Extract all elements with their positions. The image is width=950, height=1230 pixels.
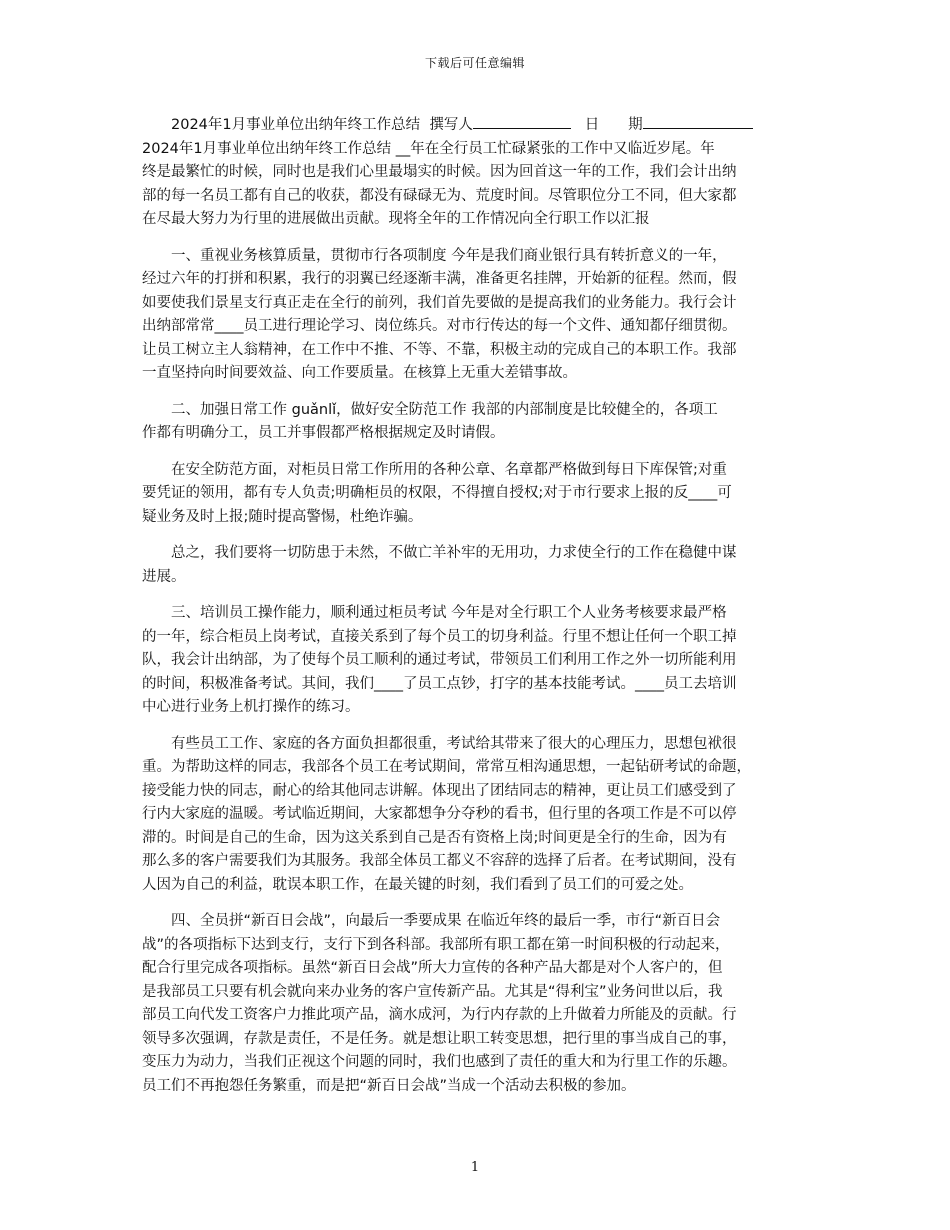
- paragraph-line: 在安全防范方面，对柜员日常工作所用的各种公章、名章都严格做到每日下库保管;对重: [171, 461, 727, 478]
- paragraph-line: 中心进行业务上机打操作的练习。: [142, 699, 360, 715]
- paragraph-line: 进展。: [142, 568, 186, 585]
- paragraph-line: 战”的各项指标下达到支行，支行下到各科部。我部所有职工都在第一时间积极的行动起来，: [142, 936, 730, 953]
- paragraph-line: 三、培训员工操作能力，顺利通过柜员考试 今年是对全行职工个人业务考核要求最严格: [171, 605, 727, 621]
- paragraph-line: 的时间，积极准备考试。其间，我们____了员工点钞，打字的基本技能考试。____员工去培训: [142, 675, 737, 692]
- date-label: 日 期: [584, 117, 643, 133]
- body-paragraph: [142, 459, 822, 530]
- body-paragraph: [142, 602, 822, 720]
- paragraph-line: 一、重视业务核算质量，贯彻市行各项制度 今年是我们商业银行具有转折意义的一年，: [171, 247, 727, 264]
- paragraph-line: 队，我会计出纳部，为了使每个员工顺利的通过考试，带领员工们利用工作之外一切所能利用: [142, 652, 737, 668]
- date-blank: [643, 112, 753, 129]
- paragraph-line: 行内大家庭的温暖。考试临近期间，大家都想争分夺秒的看书，但行里的各项工作是不可以停: [142, 806, 737, 822]
- paragraph-line: 变压力为动力，当我们正视这个问题的同时，我们也感到了责任的重大和为行里工作的乐趣。: [142, 1054, 737, 1070]
- document-body: [142, 112, 822, 1111]
- paragraph-line: 的一年，综合柜员上岗考试，直接关系到了每个员工的切身利益。行里不想让任何一个职工掉: [142, 628, 737, 645]
- paragraph-line: 经过六年的打拼和积累，我行的羽翼已经逐渐丰满，准备更名挂牌，开始新的征程。然而，假: [142, 271, 737, 287]
- title-line: [142, 112, 822, 138]
- paragraph-line: 领导多次强调，存款是责任，不是任务。就是想让职工转变思想，把行里的事当成自己的事，: [142, 1030, 737, 1047]
- author-blank: [473, 112, 571, 129]
- paragraph-line: 配合行里完成各项指标。虽然“新百日会战”所大力宣传的各种产品大都是对个人客户的，但: [142, 960, 723, 976]
- paragraph-line: 四、全员拼“新百日会战”，向最后一季要成果 在临近年终的最后一季，市行“新百日会: [171, 913, 721, 929]
- paragraph-line: 有些员工工作、家庭的各方面负担都很重，考试给其带来了很大的心理压力，思想包袱很: [171, 735, 737, 752]
- paragraph-line: 那么多的客户需要我们为其服务。我部全体员工都义不容辞的选择了后者。在考试期间，没有: [142, 853, 737, 869]
- body-paragraph: [142, 733, 822, 898]
- paragraph-line: 疑业务及时上报;随时提高警惕，杜绝诈骗。: [142, 508, 423, 525]
- document-title: 2024年1月事业单位出纳年终工作总结: [171, 117, 421, 133]
- paragraph-line: 部员工向代发工资客户力推此项产品，滴水成河，为行内存款的上升做着力所能及的贡献。行: [142, 1007, 737, 1023]
- paragraph-line: 作都有明确分工，员工并事假都严格根据规定及时请假。: [142, 425, 505, 441]
- paragraph-line: 二、加强日常工作 guǎnlǐ，做好安全防范工作 我部的内部制度是比较健全的，各项工: [171, 401, 718, 418]
- body-paragraph: [142, 245, 822, 386]
- page-number: 1: [470, 1160, 480, 1175]
- intro-line: 2024年1月事业单位出纳年终工作总结 __年在全行员工忙碌紧张的工作中又临近岁尾。年: [142, 140, 715, 157]
- body-paragraph: [142, 399, 822, 446]
- paragraph-line: 员工们不再抱怨任务繁重，而是把“新百日会战”当成一个活动去积极的参加。: [142, 1077, 636, 1094]
- intro-line: 在尽最大努力为行里的进展做出贡献。现将全年的工作情况向全行职工作以汇报: [142, 211, 650, 227]
- paragraph-line: 接受能力快的同志，耐心的给其他同志讲解。体现出了团结同志的精神，更让员工们感受到了: [142, 782, 737, 799]
- body-paragraph: [142, 910, 822, 1098]
- intro-line: 部的每一名员工都有自己的收获，都没有碌碌无为、荒度时间。尽管职位分工不同，但大家都: [142, 187, 737, 204]
- paragraph-line: 是我部员工只要有机会就向来办业务的客户宣传新产品。尤其是“得利宝”业务问世以后，我: [142, 983, 723, 1000]
- page-header-note: 下载后可任意编辑: [424, 56, 525, 70]
- intro-paragraph: [142, 138, 822, 232]
- paragraph-line: 如要使我们景星支行真正走在全行的前列，我们首先要做的是提高我们的业务能力。我行会计: [142, 294, 737, 311]
- paragraph-line: 让员工树立主人翁精神，在工作中不推、不等、不靠，积极主动的完成自己的本职工作。我部: [142, 341, 737, 358]
- paragraph-line: 要凭证的领用，都有专人负责;明确柜员的权限，不得擅自授权;对于市行要求上报的反____可: [142, 485, 732, 501]
- paragraph-line: 一直坚持向时间要效益、向工作要质量。在核算上无重大差错事故。: [142, 365, 577, 381]
- body-paragraph: [142, 542, 822, 589]
- paragraph-line: 人因为自己的利益，耽误本职工作，在最关键的时刻，我们看到了员工们的可爱之处。: [142, 876, 693, 893]
- paragraph-line: 总之，我们要将一切防患于未然，不做亡羊补牢的无用功，力求使全行的工作在稳健中谋: [171, 545, 737, 561]
- author-label: 撰写人: [429, 117, 473, 133]
- paragraph-list: [142, 245, 822, 1099]
- intro-line: 终是最繁忙的时候，同时也是我们心里最塌实的时候。因为回首这一年的工作，我们会计出纳: [142, 164, 737, 180]
- paragraph-line: 重。为帮助这样的同志，我部各个员工在考试期间，常常互相沟通思想，一起钻研考试的命题，: [142, 759, 751, 775]
- paragraph-line: 滞的。时间是自己的生命，因为这关系到自己是否有资格上岗;时间更是全行的生命，因为有: [142, 829, 727, 846]
- paragraph-line: 出纳部常常____员工进行理论学习、岗位练兵。对市行传达的每一个文件、通知都仔细贯彻。: [142, 318, 737, 334]
